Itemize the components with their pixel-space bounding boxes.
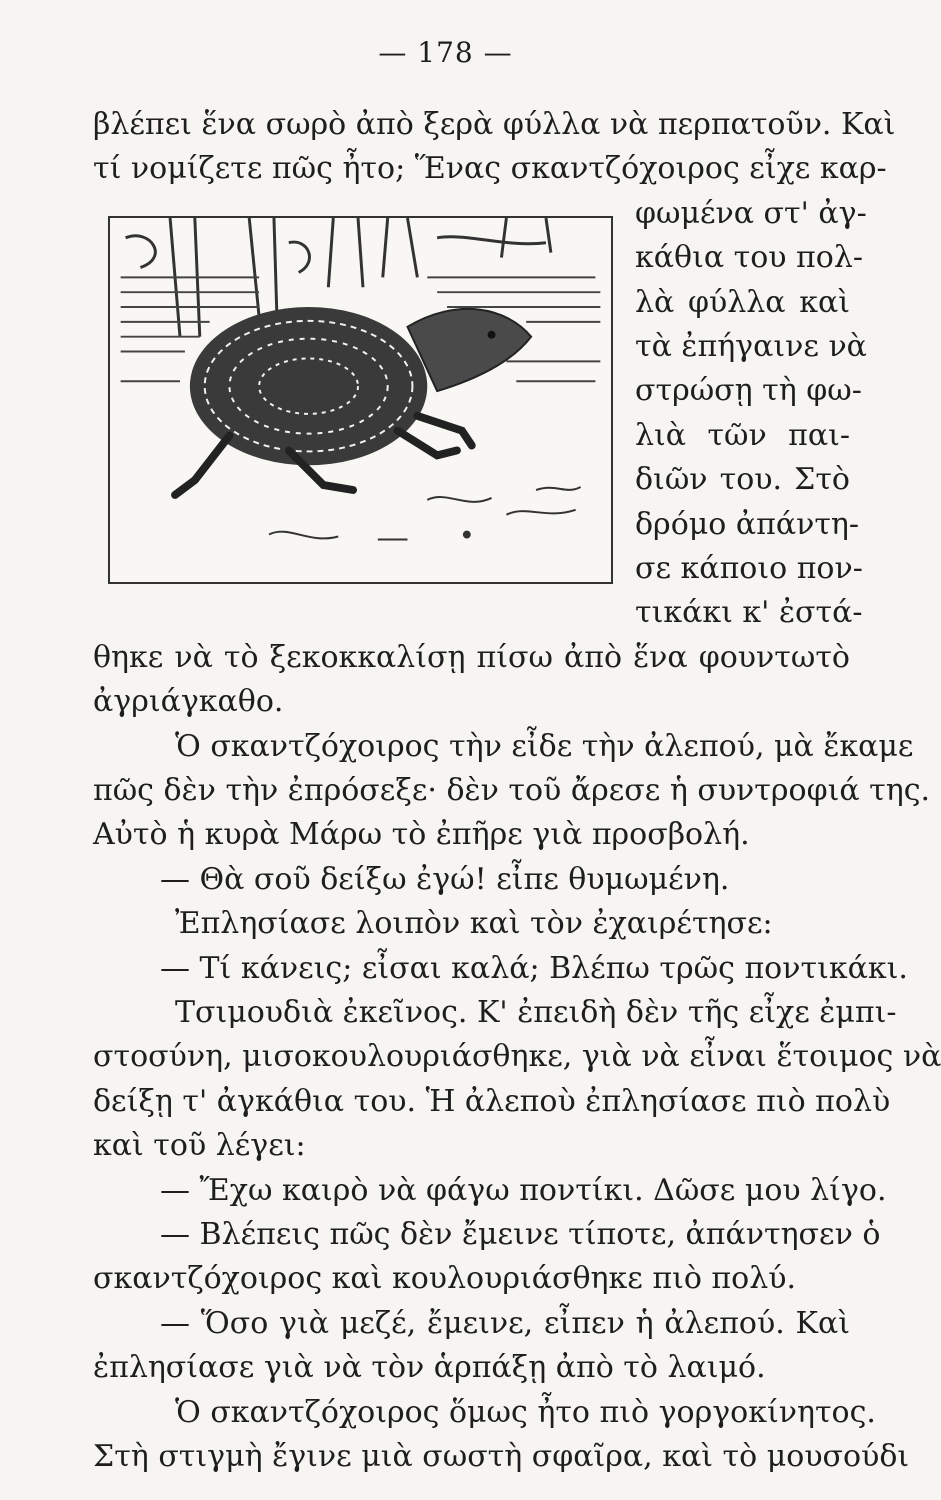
text-line: δρόμο ἀπάντη- <box>635 506 860 542</box>
text-line: ἀγριάγκαθο. <box>93 684 284 720</box>
text-line: πῶς δὲν τὴν ἐπρόσεξε· δὲν τοῦ ἄρεσε ἡ συντροφιά της. <box>93 773 931 808</box>
text-line: — Ὅσο γιὰ μεζέ, ἔμεινε, εἶπεν ἡ ἀλεπού. Καὶ <box>160 1305 850 1341</box>
text-line: θηκε νὰ τὸ ξεκοκκαλίσῃ πίσω ἀπὸ ἕνα φουντωτὸ <box>93 639 850 675</box>
text-line: Αὐτὸ ἡ κυρὰ Μάρω τὸ ἐπῆρε γιὰ προσβολή. <box>93 817 750 853</box>
text-line: διῶν του. Στὸ <box>635 462 850 498</box>
text-line: Ἐπλησίασε λοιπὸν καὶ τὸν ἐχαιρέτησε: <box>175 906 773 942</box>
text-line: σκαντζόχοιρος καὶ κουλουριάσθηκε πιὸ πολύ. <box>93 1261 796 1297</box>
text-line: Ὁ σκαντζόχοιρος τὴν εἶδε τὴν ἀλεπού, μὰ ἔκαμε <box>175 728 914 764</box>
text-line: ἐπλησίασε γιὰ νὰ τὸν ἁρπάξῃ ἀπὸ τὸ λαιμό. <box>93 1350 766 1386</box>
text-line: — Βλέπεις πῶς δὲν ἔμεινε τίποτε, ἀπάντησεν ὁ <box>160 1217 881 1252</box>
text-line: φωμένα στ' ἀγ- <box>635 195 867 231</box>
text-line: — Θὰ σοῦ δείξω ἐγώ! εἶπε θυμωμένη. <box>160 861 730 897</box>
text-line: Τσιμουδιὰ ἐκεῖνος. Κ' ἐπειδὴ δὲν τῆς εἶχε ἐμπι- <box>175 995 897 1030</box>
text-line: Στὴ στιγμὴ ἔγινε μιὰ σωστὴ σφαῖρα, καὶ τὸ μουσούδι <box>93 1439 910 1474</box>
text-line: καὶ τοῦ λέγει: <box>93 1128 306 1164</box>
text-line: τὰ ἐπήγαινε νὰ <box>635 329 867 364</box>
text-line: κάθια του πολ- <box>635 240 863 276</box>
text-line: Ὁ σκαντζόχοιρος ὅμως ἦτο πιὸ γοργοκίνητος. <box>175 1394 876 1430</box>
page-number: — 178 — <box>378 36 513 69</box>
text-line: δείξῃ τ' ἀγκάθια του. Ἡ ἀλεποὺ ἐπλησίασε πιὸ πολὺ <box>93 1083 891 1119</box>
text-line: λὰ φύλλα καὶ <box>635 284 850 320</box>
hedgehog-drawing <box>110 218 611 582</box>
text-line: στοσύνη, μισοκουλουριάσθηκε, γιὰ νὰ εἶναι ἕτοιμος νὰ <box>93 1039 941 1075</box>
text-line: λιὰ τῶν παι- <box>635 417 850 453</box>
text-line: τί νομίζετε πῶς ἦτο; Ἕνας σκαντζόχοιρος εἶχε καρ- <box>93 151 887 187</box>
text-line: τικάκι κ' ἐστά- <box>635 595 863 631</box>
text-line: σε κάποιο πον- <box>635 551 863 586</box>
text-line: στρώσῃ τὴ φω- <box>635 373 862 409</box>
text-line: — Τί κάνεις; εἶσαι καλά; Βλέπω τρῶς ποντικάκι. <box>160 950 908 986</box>
illustration-hedgehog <box>108 216 613 584</box>
text-line: βλέπει ἕνα σωρὸ ἀπὸ ξερὰ φύλλα νὰ περπατοῦν. Καὶ <box>93 107 896 142</box>
text-line: — Ἔχω καιρὸ νὰ φάγω ποντίκι. Δῶσε μου λίγο. <box>160 1172 887 1208</box>
